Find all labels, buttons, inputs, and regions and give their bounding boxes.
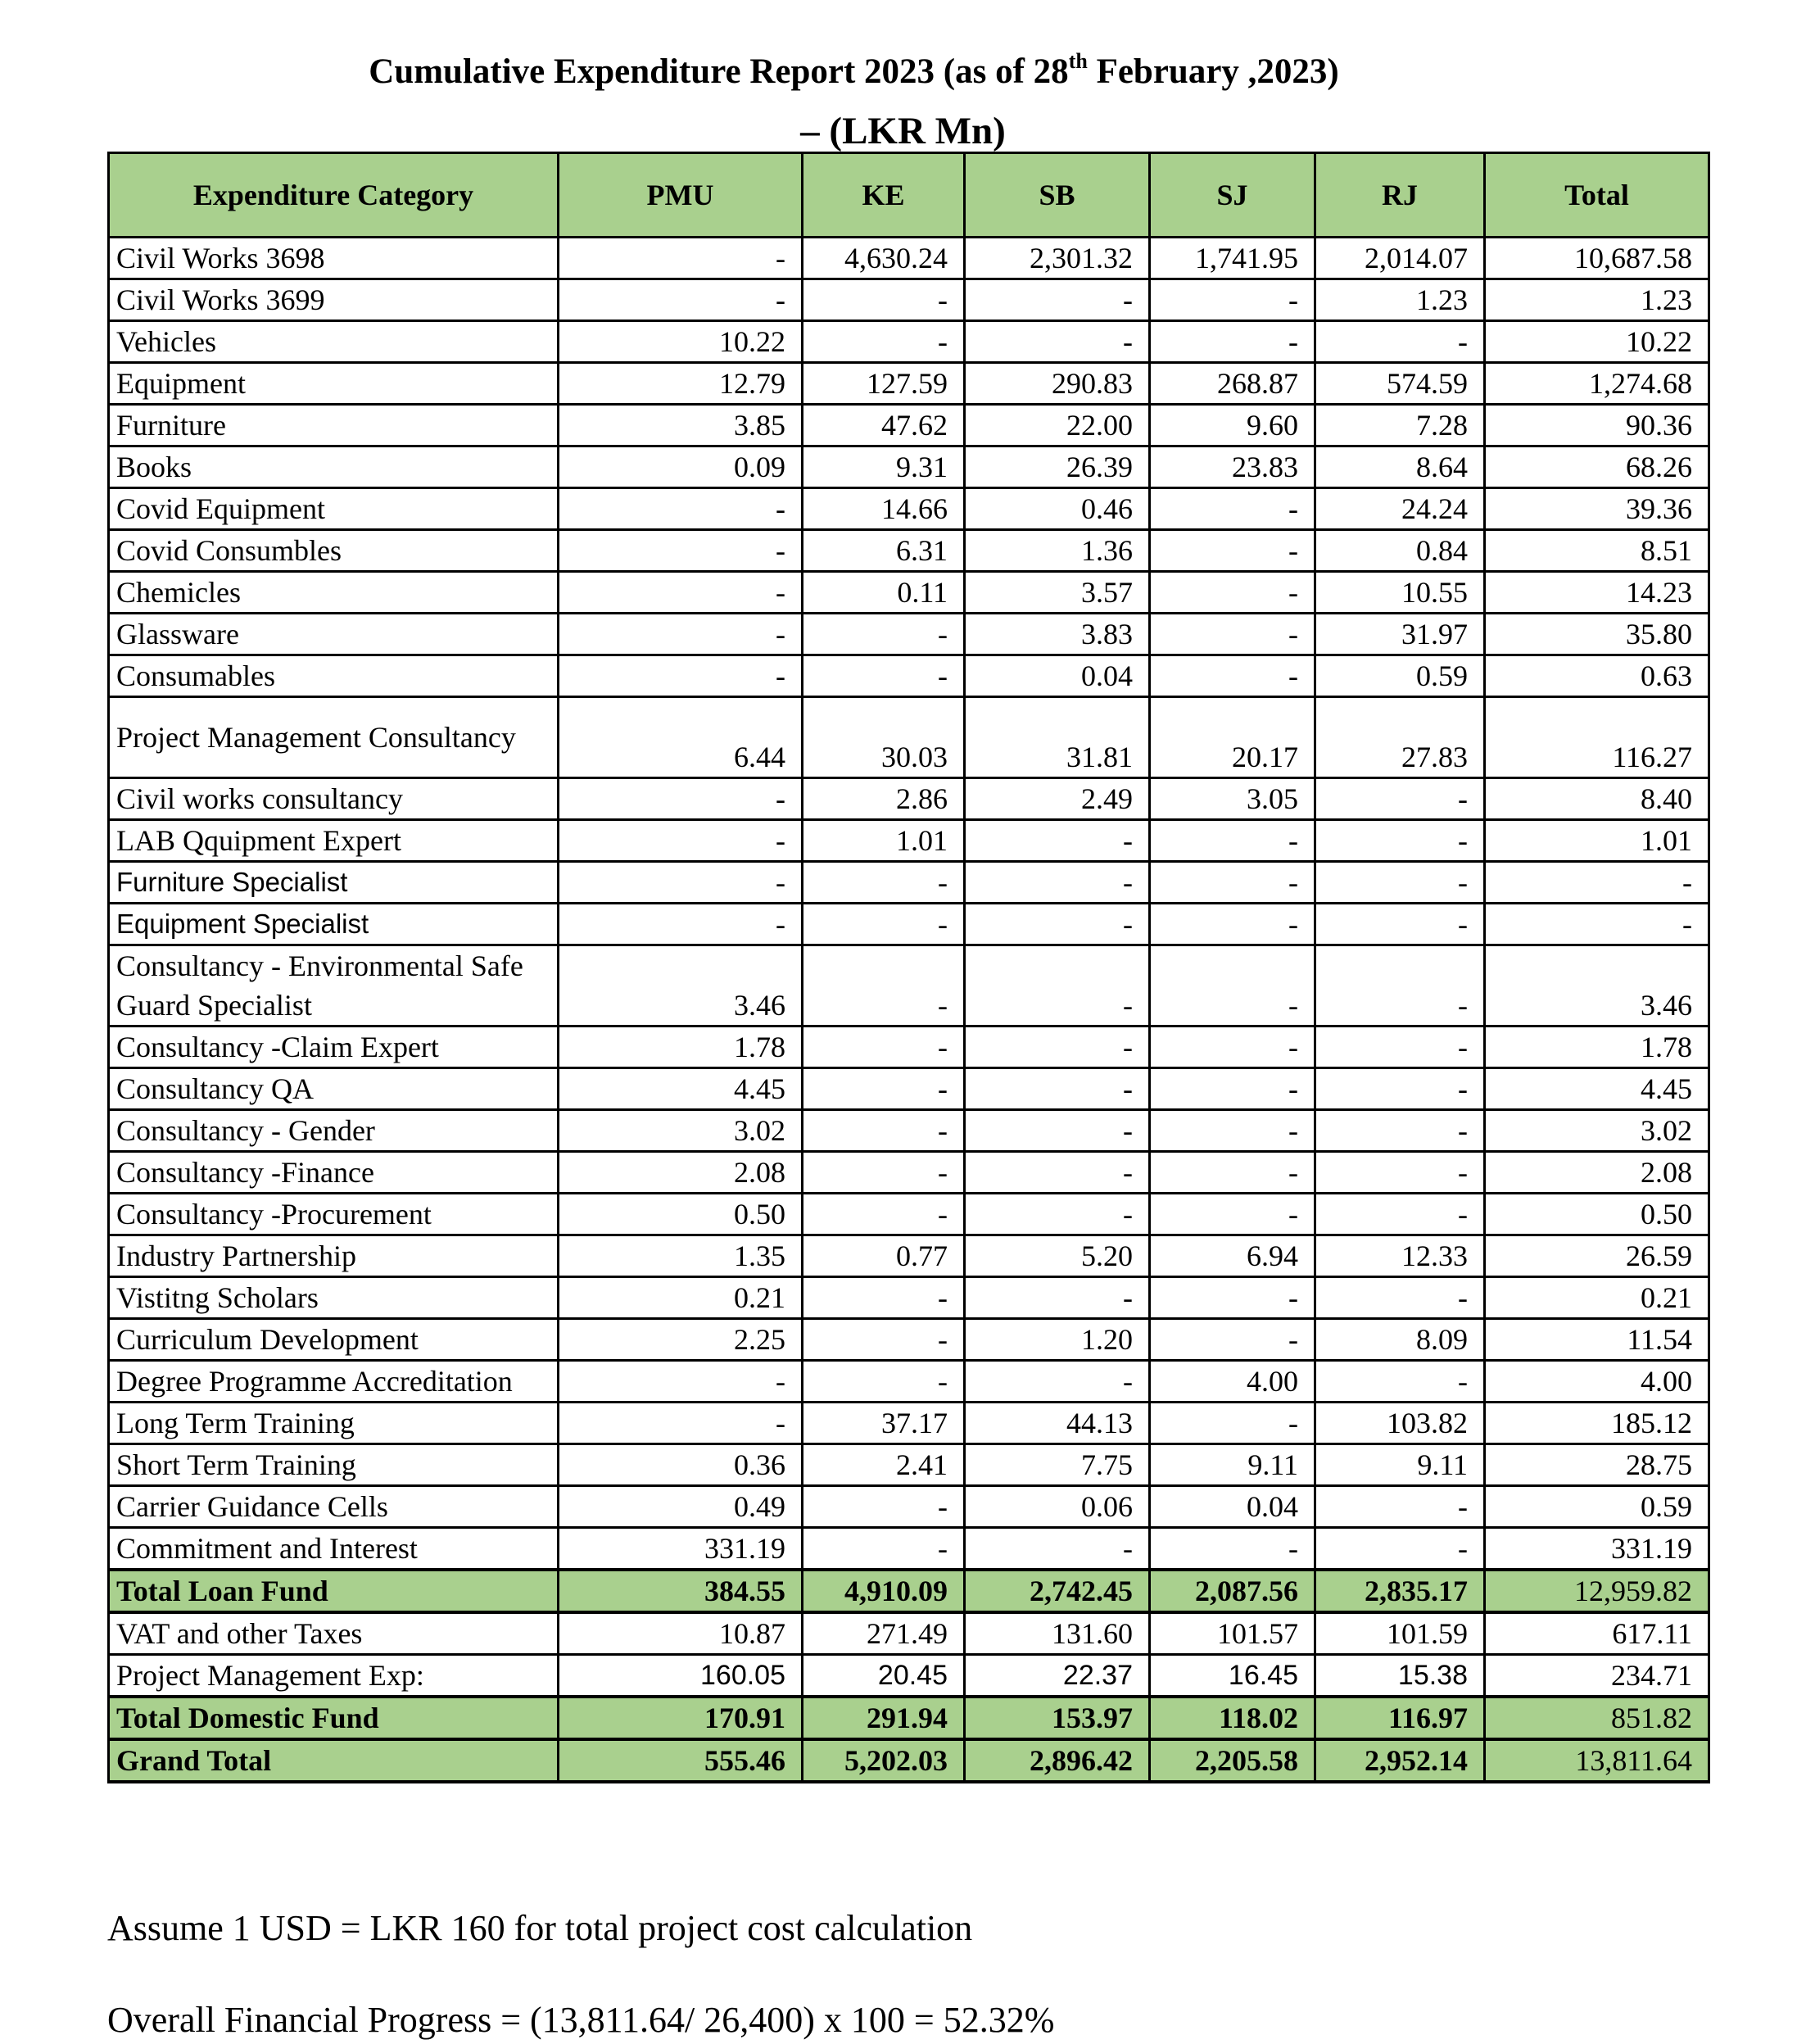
value-cell: 170.91 <box>559 1697 803 1739</box>
value-cell: - <box>559 1403 803 1444</box>
value-cell: - <box>1485 904 1709 945</box>
category-cell: Industry Partnership <box>109 1235 559 1277</box>
table-row <box>109 1403 1709 1444</box>
value-cell: 3.05 <box>1150 778 1315 820</box>
value-cell: - <box>965 321 1150 363</box>
value-cell: 4,630.24 <box>803 238 965 279</box>
value-cell: - <box>559 904 803 945</box>
value-cell: 39.36 <box>1485 488 1709 530</box>
value-cell: 2,205.58 <box>1150 1739 1315 1782</box>
value-cell: 0.59 <box>1315 655 1485 697</box>
value-cell: 68.26 <box>1485 446 1709 488</box>
value-cell: 30.03 <box>803 697 965 778</box>
value-cell: 9.11 <box>1150 1444 1315 1486</box>
value-cell: 24.24 <box>1315 488 1485 530</box>
value-cell: 1.36 <box>965 530 1150 572</box>
financial-progress-note: Overall Financial Progress = (13,811.64/ 26,400) x 100 = 52.32% <box>107 2000 1055 2040</box>
value-cell: - <box>559 488 803 530</box>
value-cell: - <box>1150 1194 1315 1235</box>
value-cell: 1.23 <box>1315 279 1485 321</box>
value-cell: - <box>803 1194 965 1235</box>
value-cell: 127.59 <box>803 363 965 405</box>
value-cell: - <box>1315 1528 1485 1570</box>
value-cell: 11.54 <box>1485 1319 1709 1361</box>
value-cell: 1,274.68 <box>1485 363 1709 405</box>
value-cell: - <box>559 820 803 862</box>
category-cell: Grand Total <box>109 1739 559 1782</box>
value-cell: - <box>803 862 965 904</box>
column-header: RJ <box>1315 153 1485 238</box>
value-cell: 4,910.09 <box>803 1570 965 1612</box>
value-cell: 8.51 <box>1485 530 1709 572</box>
category-cell: Chemicles <box>109 572 559 614</box>
category-cell: Commitment and Interest <box>109 1528 559 1570</box>
column-header: Total <box>1485 153 1709 238</box>
value-cell: 10,687.58 <box>1485 238 1709 279</box>
table-row <box>109 1528 1709 1570</box>
value-cell: - <box>1150 1110 1315 1152</box>
value-cell: - <box>965 945 1150 1027</box>
category-cell: Civil Works 3698 <box>109 238 559 279</box>
category-cell: Glassware <box>109 614 559 655</box>
value-cell: 116.27 <box>1485 697 1709 778</box>
value-cell: 555.46 <box>559 1739 803 1782</box>
table-total-row <box>109 1697 1709 1739</box>
value-cell: 0.36 <box>559 1444 803 1486</box>
value-cell: 0.84 <box>1315 530 1485 572</box>
category-cell: Consumables <box>109 655 559 697</box>
column-header: Expenditure Category <box>109 153 559 238</box>
category-cell: Carrier Guidance Cells <box>109 1486 559 1528</box>
value-cell: 331.19 <box>559 1528 803 1570</box>
value-cell: - <box>803 614 965 655</box>
table-row <box>109 279 1709 321</box>
value-cell: - <box>559 279 803 321</box>
value-cell: 384.55 <box>559 1570 803 1612</box>
value-cell: 31.81 <box>965 697 1150 778</box>
value-cell: - <box>1150 1528 1315 1570</box>
category-cell: Books <box>109 446 559 488</box>
value-cell: 28.75 <box>1485 1444 1709 1486</box>
category-cell: Project Management Consultancy <box>109 697 559 778</box>
table-row <box>109 572 1709 614</box>
table-row <box>109 778 1709 820</box>
value-cell: - <box>559 530 803 572</box>
table-row <box>109 904 1709 945</box>
table-row <box>109 820 1709 862</box>
category-cell: Furniture Specialist <box>109 862 559 904</box>
table-total-row <box>109 1739 1709 1782</box>
value-cell: - <box>803 655 965 697</box>
value-cell: 90.36 <box>1485 405 1709 446</box>
value-cell: 3.02 <box>1485 1110 1709 1152</box>
value-cell: 8.09 <box>1315 1319 1485 1361</box>
value-cell: 37.17 <box>803 1403 965 1444</box>
value-cell: 1.78 <box>1485 1027 1709 1068</box>
value-cell: 617.11 <box>1485 1612 1709 1655</box>
value-cell: - <box>1150 614 1315 655</box>
value-cell: - <box>803 1277 965 1319</box>
value-cell: - <box>1150 1027 1315 1068</box>
value-cell: 7.28 <box>1315 405 1485 446</box>
category-cell: Covid Equipment <box>109 488 559 530</box>
value-cell: 6.94 <box>1150 1235 1315 1277</box>
category-cell: Covid Consumbles <box>109 530 559 572</box>
value-cell: - <box>965 1027 1150 1068</box>
value-cell: 8.64 <box>1315 446 1485 488</box>
value-cell: 5.20 <box>965 1235 1150 1277</box>
value-cell: 9.60 <box>1150 405 1315 446</box>
value-cell: 6.31 <box>803 530 965 572</box>
value-cell: 4.45 <box>559 1068 803 1110</box>
column-header: PMU <box>559 153 803 238</box>
value-cell: 0.04 <box>965 655 1150 697</box>
value-cell: 3.46 <box>1485 945 1709 1027</box>
value-cell: 1.01 <box>1485 820 1709 862</box>
value-cell: - <box>803 1319 965 1361</box>
value-cell: 8.40 <box>1485 778 1709 820</box>
value-cell: - <box>1150 321 1315 363</box>
table-row <box>109 697 1709 778</box>
value-cell: 22.37 <box>965 1655 1150 1697</box>
value-cell: 290.83 <box>965 363 1150 405</box>
value-cell: 12,959.82 <box>1485 1570 1709 1612</box>
category-cell: Project Management Exp: <box>109 1655 559 1697</box>
table-row <box>109 614 1709 655</box>
value-cell: - <box>1315 945 1485 1027</box>
value-cell: 4.00 <box>1150 1361 1315 1403</box>
value-cell: - <box>1150 945 1315 1027</box>
table-row <box>109 1027 1709 1068</box>
value-cell: 16.45 <box>1150 1655 1315 1697</box>
value-cell: 1.01 <box>803 820 965 862</box>
category-cell: Long Term Training <box>109 1403 559 1444</box>
exchange-rate-note: Assume 1 USD = LKR 160 for total project cost calculation <box>107 1908 973 1948</box>
value-cell: 10.22 <box>1485 321 1709 363</box>
value-cell: 0.06 <box>965 1486 1150 1528</box>
table-row <box>109 1068 1709 1110</box>
value-cell: - <box>559 862 803 904</box>
value-cell: 574.59 <box>1315 363 1485 405</box>
report-title-line1: Cumulative Expenditure Report 2023 (as of 28th February ,2023) <box>369 49 1339 91</box>
column-header: KE <box>803 153 965 238</box>
value-cell: - <box>803 279 965 321</box>
value-cell: - <box>803 945 965 1027</box>
value-cell: 26.59 <box>1485 1235 1709 1277</box>
value-cell: 0.77 <box>803 1235 965 1277</box>
value-cell: 26.39 <box>965 446 1150 488</box>
value-cell: - <box>1315 1027 1485 1068</box>
value-cell: - <box>1150 862 1315 904</box>
value-cell: 0.50 <box>1485 1194 1709 1235</box>
value-cell: - <box>559 655 803 697</box>
value-cell: 9.31 <box>803 446 965 488</box>
value-cell: - <box>1315 1068 1485 1110</box>
category-cell: Furniture <box>109 405 559 446</box>
value-cell: - <box>1150 1068 1315 1110</box>
value-cell: - <box>1315 321 1485 363</box>
value-cell: 2,742.45 <box>965 1570 1150 1612</box>
value-cell: - <box>965 1068 1150 1110</box>
value-cell: 14.66 <box>803 488 965 530</box>
value-cell: 3.57 <box>965 572 1150 614</box>
value-cell: 31.97 <box>1315 614 1485 655</box>
value-cell: 44.13 <box>965 1403 1150 1444</box>
table-row <box>109 1444 1709 1486</box>
value-cell: 12.33 <box>1315 1235 1485 1277</box>
value-cell: - <box>1315 904 1485 945</box>
value-cell: - <box>803 1152 965 1194</box>
value-cell: 0.04 <box>1150 1486 1315 1528</box>
value-cell: 2,896.42 <box>965 1739 1150 1782</box>
value-cell: - <box>803 1027 965 1068</box>
value-cell: - <box>803 1528 965 1570</box>
category-cell: Vistitng Scholars <box>109 1277 559 1319</box>
value-cell: 23.83 <box>1150 446 1315 488</box>
value-cell: 6.44 <box>559 697 803 778</box>
expenditure-table <box>107 152 1710 1783</box>
value-cell: - <box>1315 1110 1485 1152</box>
category-cell: Consultancy -Finance <box>109 1152 559 1194</box>
value-cell: - <box>1315 1361 1485 1403</box>
value-cell: 1,741.95 <box>1150 238 1315 279</box>
report-title-line2: – (LKR Mn) <box>800 110 1006 152</box>
category-cell: Consultancy -Procurement <box>109 1194 559 1235</box>
value-cell: 0.09 <box>559 446 803 488</box>
value-cell: 851.82 <box>1485 1697 1709 1739</box>
value-cell: - <box>965 1528 1150 1570</box>
category-cell: Civil Works 3699 <box>109 279 559 321</box>
value-cell: 1.35 <box>559 1235 803 1277</box>
value-cell: - <box>1150 1403 1315 1444</box>
column-header: SJ <box>1150 153 1315 238</box>
value-cell: - <box>965 279 1150 321</box>
value-cell: 2,301.32 <box>965 238 1150 279</box>
value-cell: - <box>1315 820 1485 862</box>
value-cell: 15.38 <box>1315 1655 1485 1697</box>
category-cell: Consultancy QA <box>109 1068 559 1110</box>
table-row <box>109 1612 1709 1655</box>
value-cell: 271.49 <box>803 1612 965 1655</box>
table-row <box>109 321 1709 363</box>
value-cell: 2.25 <box>559 1319 803 1361</box>
value-cell: - <box>1315 1152 1485 1194</box>
report-title <box>0 43 1806 161</box>
value-cell: 14.23 <box>1485 572 1709 614</box>
value-cell: 47.62 <box>803 405 965 446</box>
table-row <box>109 862 1709 904</box>
category-cell: Total Domestic Fund <box>109 1697 559 1739</box>
value-cell: 2.08 <box>1485 1152 1709 1194</box>
value-cell: 1.78 <box>559 1027 803 1068</box>
value-cell: 101.59 <box>1315 1612 1485 1655</box>
value-cell: 9.11 <box>1315 1444 1485 1486</box>
value-cell: - <box>803 1110 965 1152</box>
value-cell: 0.50 <box>559 1194 803 1235</box>
category-cell: Equipment Specialist <box>109 904 559 945</box>
value-cell: 22.00 <box>965 405 1150 446</box>
value-cell: - <box>1150 904 1315 945</box>
value-cell: 5,202.03 <box>803 1739 965 1782</box>
value-cell: 103.82 <box>1315 1403 1485 1444</box>
table-row <box>109 1235 1709 1277</box>
value-cell: 3.46 <box>559 945 803 1027</box>
value-cell: - <box>1315 1486 1485 1528</box>
value-cell: - <box>1150 820 1315 862</box>
table-row <box>109 238 1709 279</box>
value-cell: 27.83 <box>1315 697 1485 778</box>
value-cell: 0.11 <box>803 572 965 614</box>
value-cell: 0.21 <box>1485 1277 1709 1319</box>
value-cell: - <box>965 1152 1150 1194</box>
value-cell: 10.87 <box>559 1612 803 1655</box>
category-cell: Total Loan Fund <box>109 1570 559 1612</box>
value-cell: - <box>965 1110 1150 1152</box>
table-row <box>109 488 1709 530</box>
value-cell: - <box>1150 1277 1315 1319</box>
table-row <box>109 655 1709 697</box>
value-cell: 118.02 <box>1150 1697 1315 1739</box>
value-cell: 13,811.64 <box>1485 1739 1709 1782</box>
table-row <box>109 1319 1709 1361</box>
value-cell: 3.83 <box>965 614 1150 655</box>
value-cell: - <box>1315 1277 1485 1319</box>
value-cell: 0.59 <box>1485 1486 1709 1528</box>
table-row <box>109 1486 1709 1528</box>
value-cell: - <box>1150 1319 1315 1361</box>
category-cell: Short Term Training <box>109 1444 559 1486</box>
value-cell: 3.85 <box>559 405 803 446</box>
table-body <box>109 238 1709 1783</box>
value-cell: 4.00 <box>1485 1361 1709 1403</box>
value-cell: 291.94 <box>803 1697 965 1739</box>
value-cell: 10.55 <box>1315 572 1485 614</box>
category-cell: Consultancy -Claim Expert <box>109 1027 559 1068</box>
value-cell: - <box>559 572 803 614</box>
value-cell: - <box>803 1361 965 1403</box>
value-cell: 20.17 <box>1150 697 1315 778</box>
table-row <box>109 363 1709 405</box>
table-row <box>109 1361 1709 1403</box>
category-cell: VAT and other Taxes <box>109 1612 559 1655</box>
value-cell: 331.19 <box>1485 1528 1709 1570</box>
value-cell: 1.23 <box>1485 279 1709 321</box>
value-cell: - <box>965 1194 1150 1235</box>
value-cell: 2,014.07 <box>1315 238 1485 279</box>
table-total-row <box>109 1570 1709 1612</box>
category-cell: Consultancy - Gender <box>109 1110 559 1152</box>
category-cell: Civil works consultancy <box>109 778 559 820</box>
value-cell: - <box>965 820 1150 862</box>
table-header-row <box>109 153 1709 238</box>
value-cell: 2.49 <box>965 778 1150 820</box>
value-cell: 1.20 <box>965 1319 1150 1361</box>
category-cell: Curriculum Development <box>109 1319 559 1361</box>
table-row <box>109 1194 1709 1235</box>
value-cell: - <box>1315 778 1485 820</box>
value-cell: - <box>1150 530 1315 572</box>
value-cell: - <box>803 1068 965 1110</box>
value-cell: 20.45 <box>803 1655 965 1697</box>
category-cell: Degree Programme Accreditation <box>109 1361 559 1403</box>
value-cell: 7.75 <box>965 1444 1150 1486</box>
value-cell: - <box>1150 1152 1315 1194</box>
value-cell: - <box>1485 862 1709 904</box>
value-cell: - <box>803 904 965 945</box>
value-cell: 116.97 <box>1315 1697 1485 1739</box>
table-row <box>109 1110 1709 1152</box>
value-cell: - <box>803 321 965 363</box>
value-cell: - <box>559 778 803 820</box>
value-cell: 2.08 <box>559 1152 803 1194</box>
value-cell: 185.12 <box>1485 1403 1709 1444</box>
value-cell: - <box>965 862 1150 904</box>
value-cell: - <box>803 1486 965 1528</box>
value-cell: - <box>559 238 803 279</box>
value-cell: 153.97 <box>965 1697 1150 1739</box>
value-cell: 2,952.14 <box>1315 1739 1485 1782</box>
value-cell: - <box>559 1361 803 1403</box>
value-cell: 12.79 <box>559 363 803 405</box>
table-row <box>109 1152 1709 1194</box>
value-cell: 0.49 <box>559 1486 803 1528</box>
value-cell: - <box>965 1361 1150 1403</box>
value-cell: - <box>1150 488 1315 530</box>
value-cell: 35.80 <box>1485 614 1709 655</box>
value-cell: - <box>1150 655 1315 697</box>
value-cell: 2,835.17 <box>1315 1570 1485 1612</box>
category-cell: Equipment <box>109 363 559 405</box>
column-header: SB <box>965 153 1150 238</box>
value-cell: 2,087.56 <box>1150 1570 1315 1612</box>
value-cell: 2.41 <box>803 1444 965 1486</box>
value-cell: 268.87 <box>1150 363 1315 405</box>
value-cell: 131.60 <box>965 1612 1150 1655</box>
table-row <box>109 446 1709 488</box>
value-cell: - <box>1150 572 1315 614</box>
value-cell: 10.22 <box>559 321 803 363</box>
value-cell: - <box>965 1277 1150 1319</box>
value-cell: 0.46 <box>965 488 1150 530</box>
value-cell: - <box>1150 279 1315 321</box>
table-row <box>109 530 1709 572</box>
value-cell: 4.45 <box>1485 1068 1709 1110</box>
value-cell: 0.21 <box>559 1277 803 1319</box>
value-cell: 3.02 <box>559 1110 803 1152</box>
table-row <box>109 945 1709 1027</box>
value-cell: 2.86 <box>803 778 965 820</box>
table-row <box>109 1277 1709 1319</box>
value-cell: 101.57 <box>1150 1612 1315 1655</box>
category-cell: Consultancy - Environmental Safe Guard Specialist <box>109 945 559 1027</box>
value-cell: 0.63 <box>1485 655 1709 697</box>
category-cell: Vehicles <box>109 321 559 363</box>
table-row <box>109 1655 1709 1697</box>
value-cell: - <box>965 904 1150 945</box>
value-cell: 234.71 <box>1485 1655 1709 1697</box>
value-cell: - <box>1315 862 1485 904</box>
table-row <box>109 405 1709 446</box>
category-cell: LAB Qquipment Expert <box>109 820 559 862</box>
value-cell: 160.05 <box>559 1655 803 1697</box>
value-cell: - <box>1315 1194 1485 1235</box>
value-cell: - <box>559 614 803 655</box>
